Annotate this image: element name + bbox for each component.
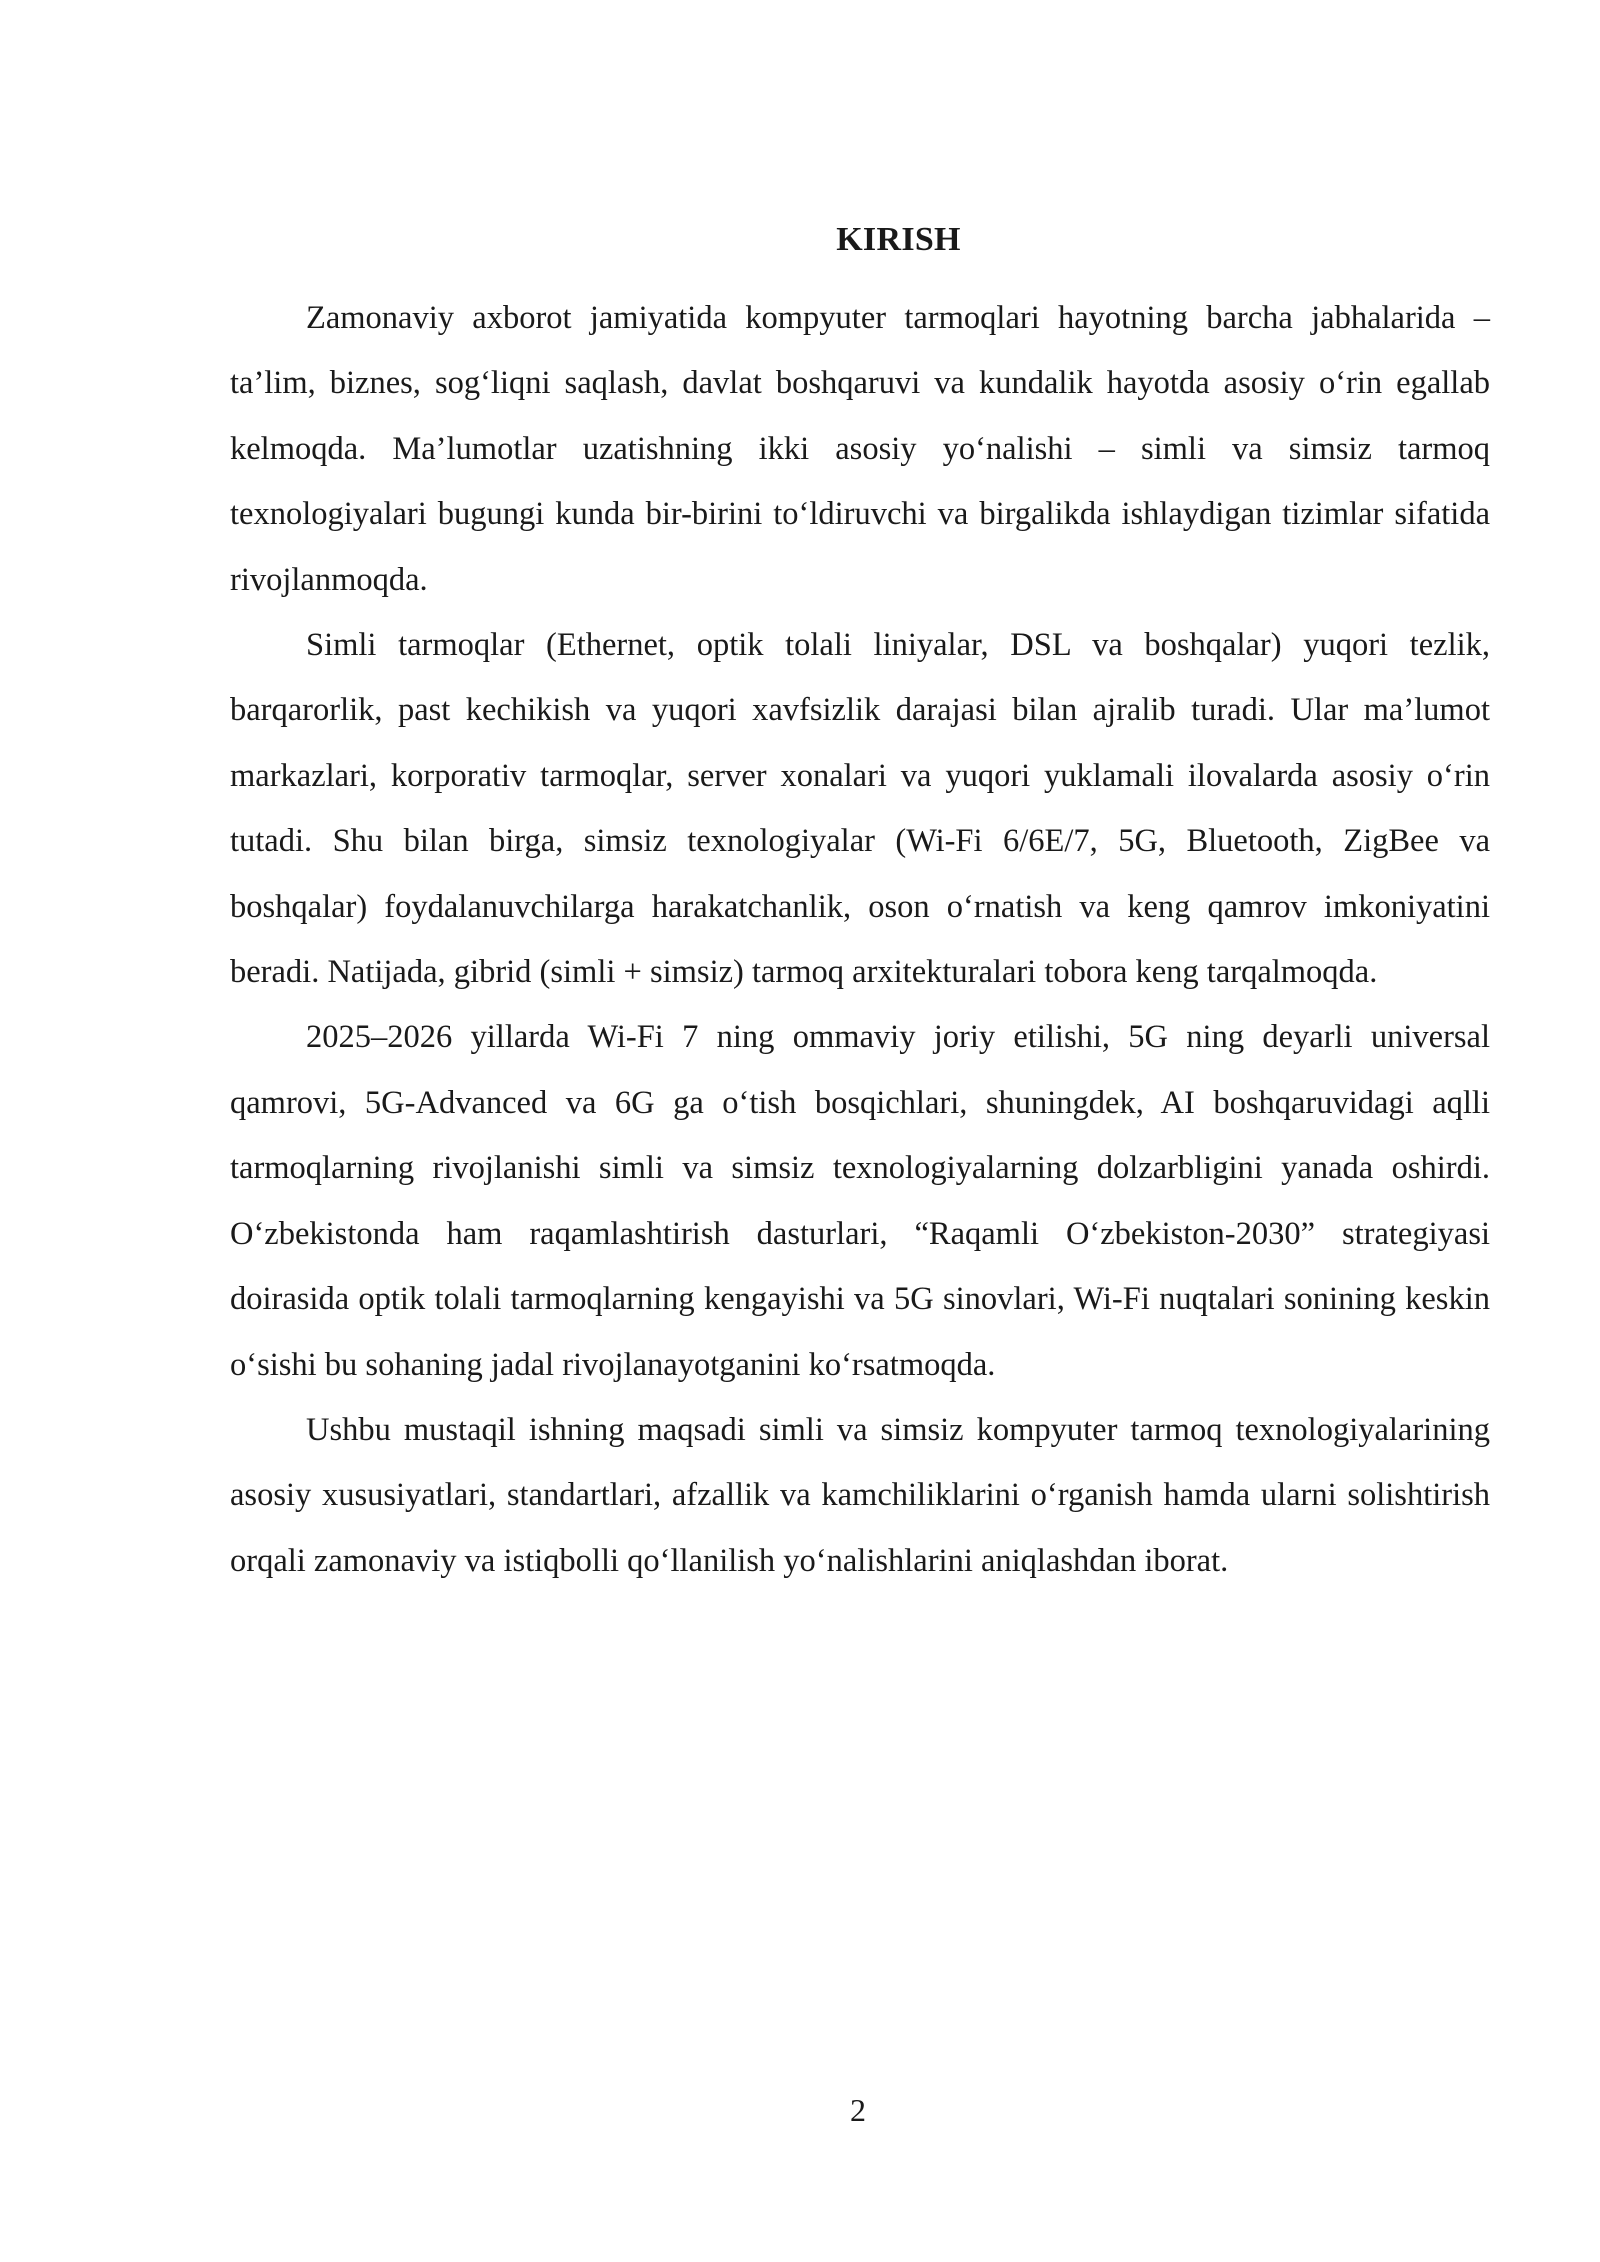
page-number: 2: [850, 2092, 866, 2128]
paragraph-2: Simli tarmoqlar (Ethernet, optik tolali liniyalar, DSL va boshqalar) yuqori tezlik, barqarorlik, past kechikish va yuqori xavfsizlik darajasi bilan ajralib turadi. Ular ma’lumot markazlari, korporativ tarmoqlar, server xonalari va yuqori yuklamali ilovalarda asosiy o‘rin tutadi. Shu bilan birga, simsiz texnologiyalar (Wi-Fi 6/6E/7, 5G, Bluetooth, ZigBee va boshqalar) foydalanuvchilarga harakatchanlik, oson o‘rnatish va keng qamrov imkoniyatini beradi. Natijada, gibrid (simli + simsiz) tarmoq arxitekturalari tobora keng tarqalmoqda.: [230, 627, 1490, 991]
paragraph-3: 2025–2026 yillarda Wi-Fi 7 ning ommaviy joriy etilishi, 5G ning deyarli universal qamrovi, 5G-Advanced va 6G ga o‘tish bosqichlari, shuningdek, AI boshqaruvidagi aqlli tarmoqlarning rivojlanishi simli va simsiz texnologiyalarning dolzarbligini yanada oshirdi. O‘zbekistonda ham raqamlashtirish dasturlari, “Raqamli O‘zbekiston-2030” strategiyasi doirasida optik tolali tarmoqlarning kengayishi va 5G sinovlari, Wi-Fi nuqtalari sonining keskin o‘sishi bu sohaning jadal rivojlanayotganini ko‘rsatmoqda.: [230, 1019, 1490, 1383]
body-text: [230, 286, 1490, 1594]
section-heading: KIRISH: [836, 221, 961, 258]
paragraph-4: Ushbu mustaqil ishning maqsadi simli va simsiz kompyuter tarmoq texnologiyalarining asosiy xususiyatlari, standartlari, afzallik va kamchiliklarini o‘rganish hamda ularni solishtirish orqali zamonaviy va istiqbolli qo‘llanilish yo‘nalishlarini aniqlashdan iborat.: [230, 1411, 1490, 1579]
paragraph-1: Zamonaviy axborot jamiyatida kompyuter tarmoqlari hayotning barcha jabhalarida – ta’lim, biznes, sog‘liqni saqlash, davlat boshqaruvi va kundalik hayotda asosiy o‘rin egallab kelmoqda. Ma’lumotlar uzatishning ikki asosiy yo‘nalishi – simli va simsiz tarmoq texnologiyalari bugungi kunda bir-birini to‘ldiruvchi va birgalikda ishlaydigan tizimlar sifatida rivojlanmoqda.: [230, 300, 1490, 598]
